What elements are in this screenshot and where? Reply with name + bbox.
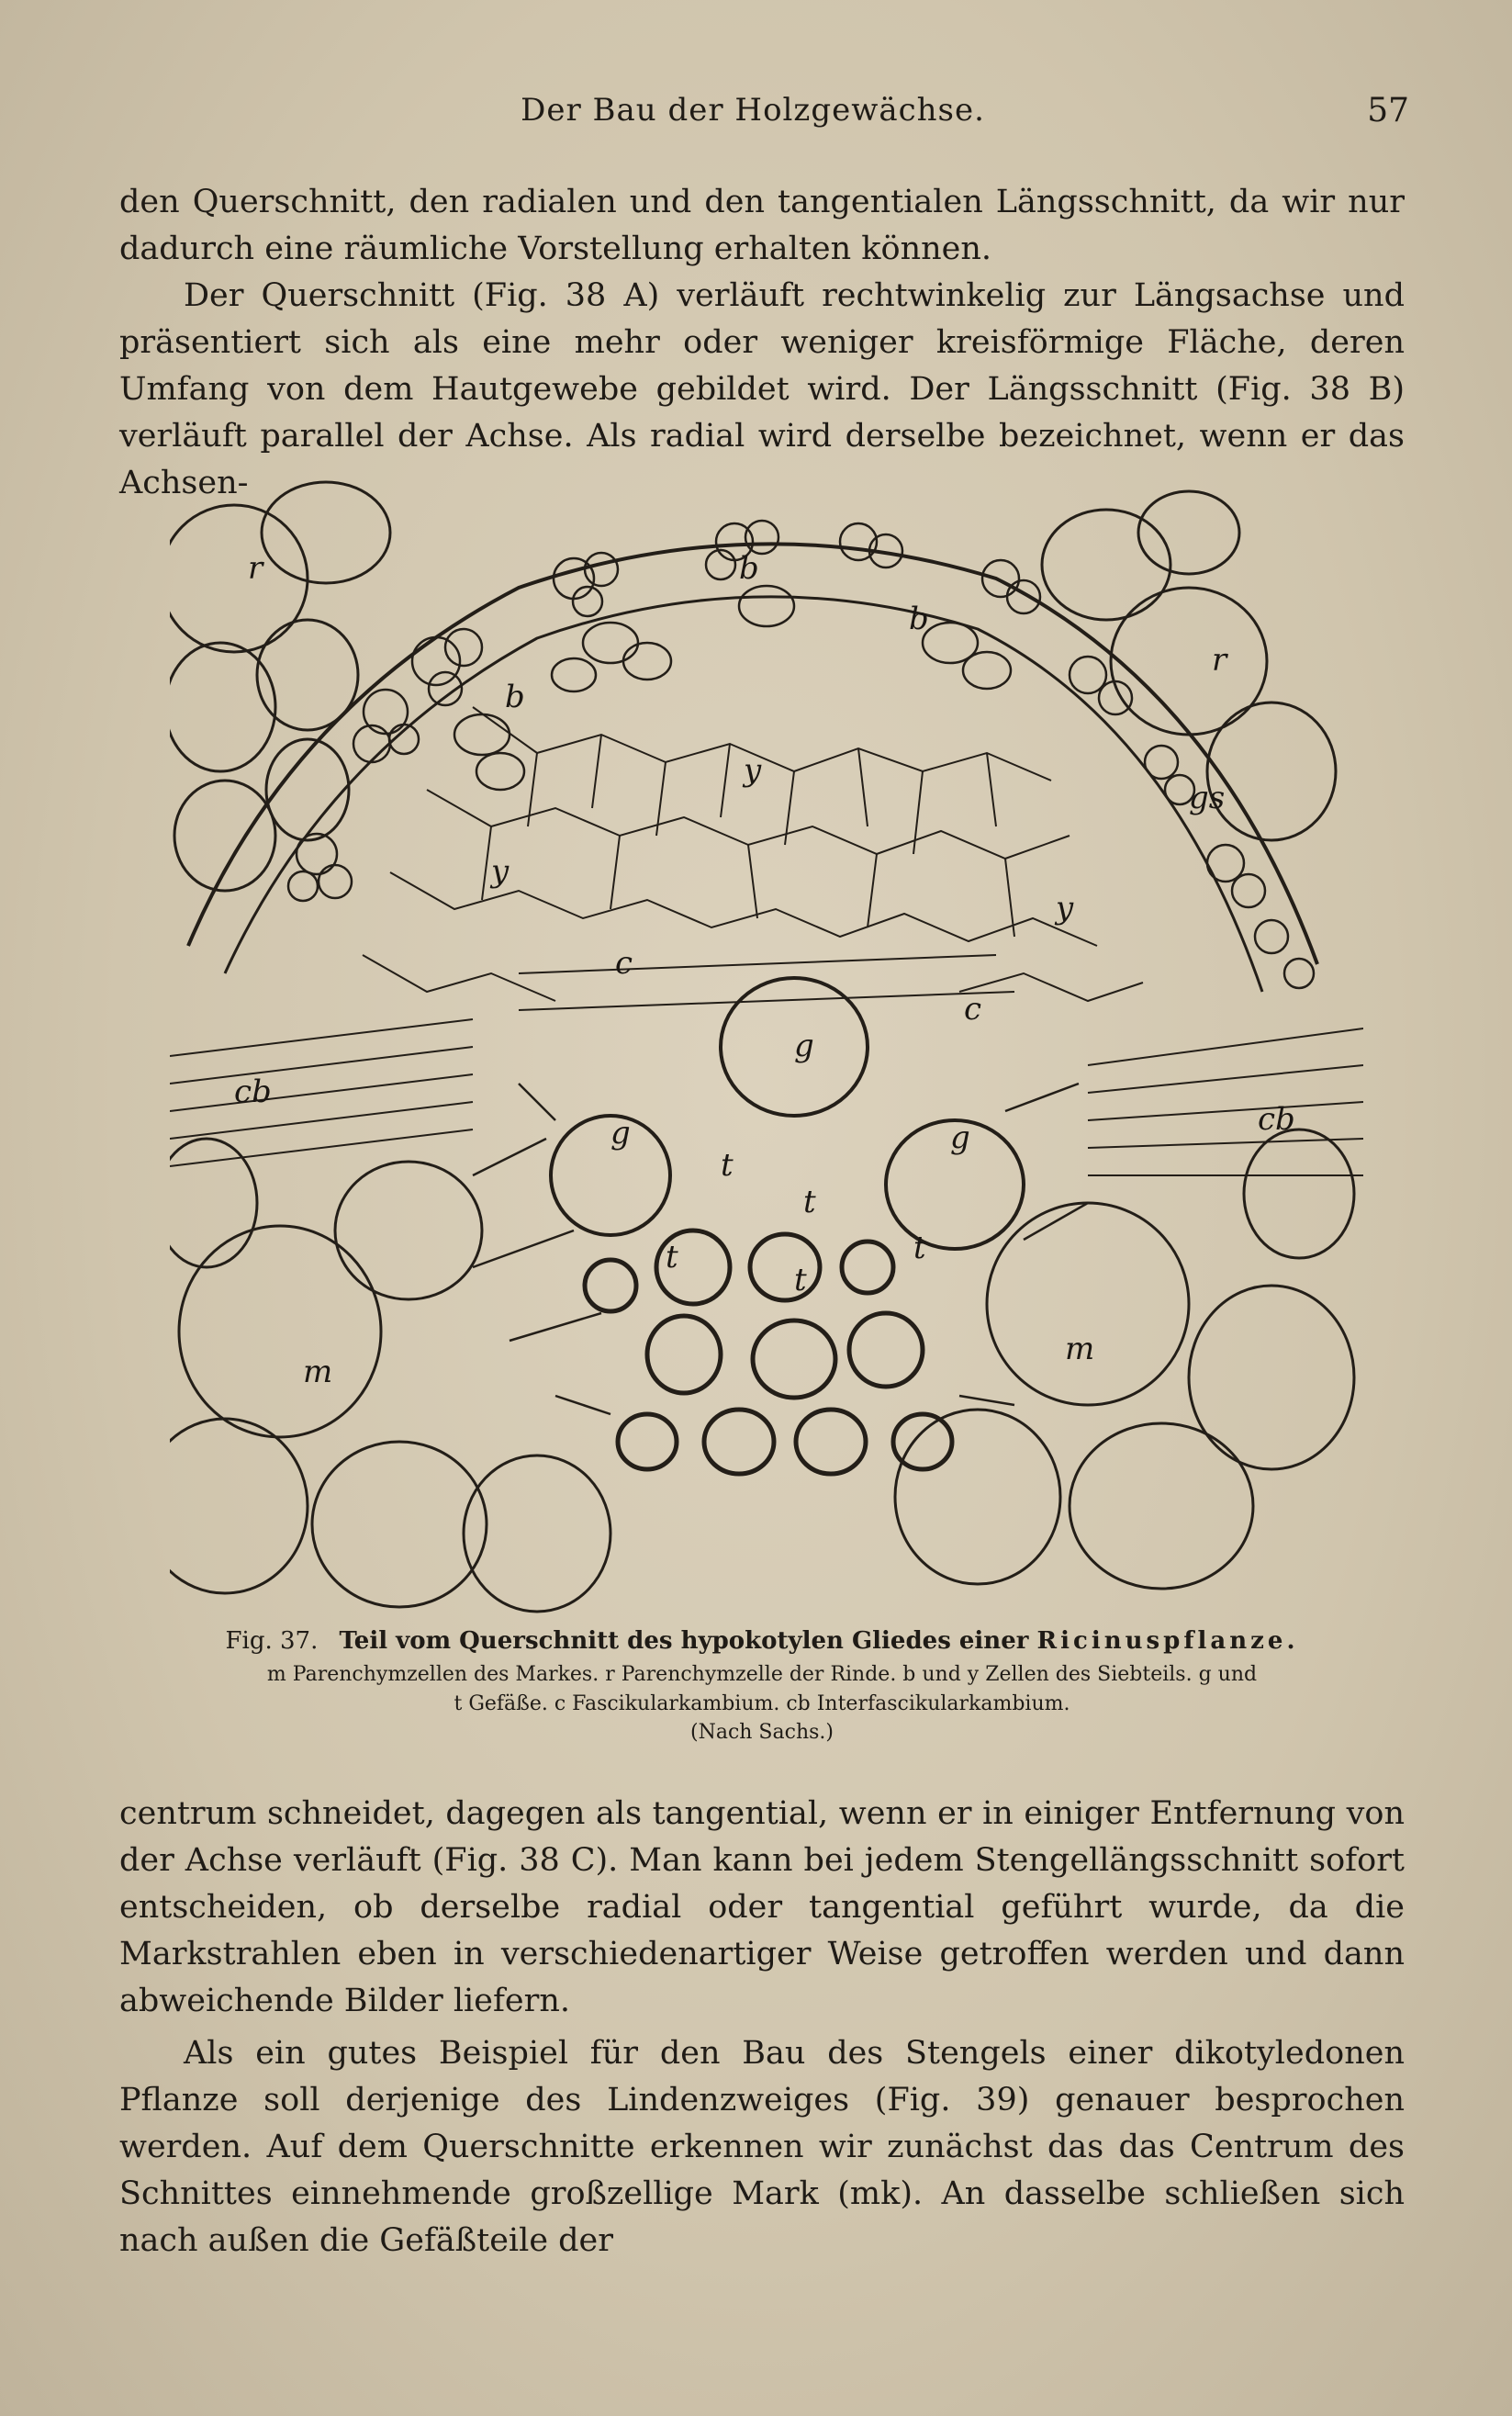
figure-37-cross-section-illustration xyxy=(170,478,1363,1621)
label-cb-left: cb xyxy=(234,1073,272,1110)
caption-title xyxy=(129,1627,1395,1655)
label-y-right: y xyxy=(1056,890,1074,927)
page-header xyxy=(0,92,1512,138)
label-m-right: m xyxy=(1065,1331,1095,1367)
label-r-right: r xyxy=(1212,642,1227,679)
label-b-left: b xyxy=(505,679,525,715)
label-b-right: b xyxy=(909,601,929,637)
page-number: 57 xyxy=(1367,92,1409,129)
caption-legend-line-2: t Gefäße. c Fascikularkambium. cb Interfascikularkambium. xyxy=(454,1692,1070,1715)
label-t-4: t xyxy=(794,1262,807,1298)
label-c-left: c xyxy=(615,945,633,982)
caption-source: (Nach Sachs.) xyxy=(690,1721,834,1744)
label-g-left: g xyxy=(610,1115,631,1152)
label-c-right: c xyxy=(964,991,982,1028)
label-t-5: t xyxy=(913,1230,926,1266)
caption-figure-number: Fig. 37. xyxy=(225,1627,319,1655)
cross-section-drawing xyxy=(170,478,1363,1621)
label-t-3: t xyxy=(666,1239,678,1275)
label-t-1: t xyxy=(721,1147,734,1184)
paragraph-1: den Querschnitt, den radialen und den tangentialen Längsschnitt, da wir nur dadurch eine räumliche Vorstellung erhalten können. xyxy=(119,184,1405,267)
running-title: Der Bau der Holzgewächse. xyxy=(521,92,985,129)
label-t-2: t xyxy=(803,1184,816,1220)
label-g-top: g xyxy=(794,1028,814,1064)
label-m-left: m xyxy=(303,1354,333,1390)
label-r-left: r xyxy=(248,550,263,587)
label-g-right: g xyxy=(950,1119,970,1156)
caption-legend-line-1: m Parenchymzellen des Markes. r Parenchymzelle der Rinde. b und y Zellen des Siebteils. g und xyxy=(266,1663,1258,1686)
label-gs: gs xyxy=(1189,780,1226,816)
label-b-top: b xyxy=(739,550,759,587)
caption-title-plant: Ricinuspflanze. xyxy=(1036,1627,1299,1655)
paragraph-4: Als ein gutes Beispiel für den Bau des Stengels einer dikotyledonen Pflanze soll derjenige des Lindenzweiges (Fig. 39) genauer besprochen werden. Auf dem Querschnitte erkennen wir zunächst das das Centrum des Schnittes einnehmende großzellige Mark (mk). An dasselbe schließen sich nach außen die Gefäßteile der xyxy=(119,2035,1405,2259)
label-y-center: y xyxy=(744,752,762,789)
paragraph-2: Der Querschnitt (Fig. 38 A) verläuft rechtwinkelig zur Längsachse und präsentiert sich als eine mehr oder weniger kreisförmige Fläche, deren Umfang von dem Hautgewebe gebildet wird. Der Längsschnitt (Fig. 38 B) verläuft parallel der Achse. Als radial wird derselbe bezeichnet, wenn er das Achsen- xyxy=(119,277,1405,501)
label-cb-right: cb xyxy=(1258,1101,1295,1138)
figure-caption xyxy=(129,1627,1395,1744)
caption-title-text: Teil vom Querschnitt des hypokotylen Gliedes einer xyxy=(339,1627,1029,1655)
label-y-left: y xyxy=(491,853,510,890)
paragraph-3: centrum schneidet, dagegen als tangential, wenn er in einiger Entfernung von der Achse verläuft (Fig. 38 C). Man kann bei jedem Stengellängsschnitt sofort entscheiden, ob derselbe radial oder tangential geführt wurde, da die Markstrahlen eben in verschiedenartiger Weise getroffen werden und dann abweichende Bilder liefern. xyxy=(119,1795,1405,2019)
